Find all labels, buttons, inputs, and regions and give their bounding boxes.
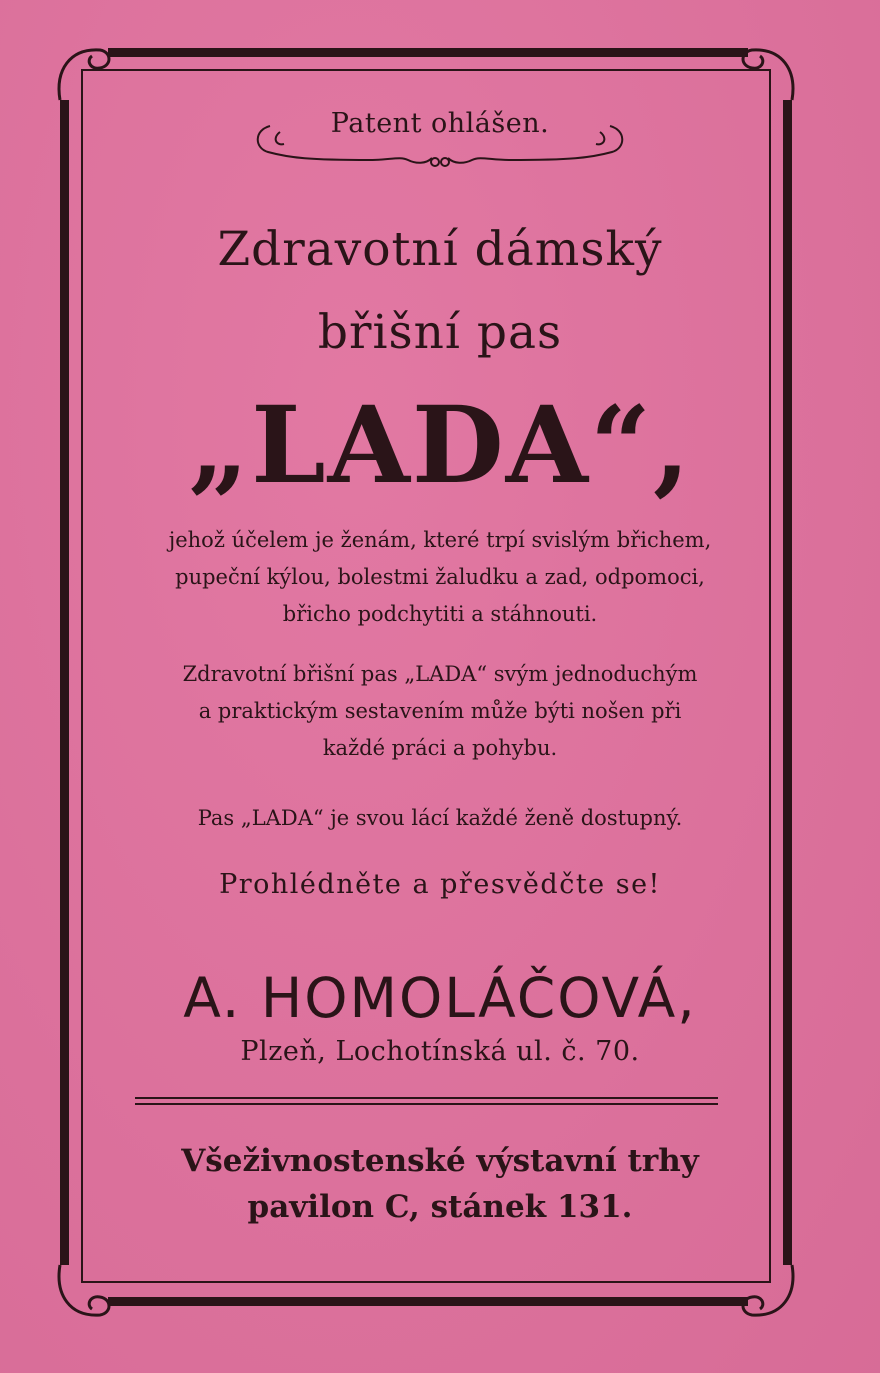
- patent-notice: Patent ohlášen.: [330, 108, 550, 139]
- company-name: A. HOMOLÁČOVÁ,: [183, 966, 697, 1030]
- text-line: a praktickým sestavením může býti nošen při: [198, 699, 682, 723]
- fair-line-1: Všeživnostenské výstavní trhy: [181, 1143, 699, 1179]
- text-line: pupeční kýlou, bolestmi žaludku a zad, odpomoci,: [175, 565, 705, 589]
- title-line-1: Zdravotní dámský: [217, 222, 663, 277]
- text-line: břicho podchytiti a stáhnouti.: [282, 602, 598, 626]
- fair-line-2: pavilon C, stánek 131.: [247, 1189, 633, 1225]
- company-address: Plzeň, Lochotínská ul. č. 70.: [240, 1036, 640, 1067]
- brand-name: „LADA“,: [188, 382, 692, 507]
- text-line: jehož účelem je ženám, které trpí svislým břichem,: [168, 528, 712, 552]
- description-paragraph-1: [90, 522, 790, 633]
- text-line: Zdravotní břišní pas „LADA“ svým jednoduchým: [182, 662, 698, 686]
- title-line-2: břišní pas: [317, 305, 563, 360]
- text-line: každé práci a pohybu.: [322, 736, 558, 760]
- fair-info: [90, 1138, 790, 1230]
- call-to-action: Prohlédněte a přesvědčte se!: [219, 869, 661, 900]
- affordability-line: Pas „LADA“ je svou lácí každé ženě dostupný.: [197, 806, 683, 830]
- description-paragraph-2: [90, 656, 790, 767]
